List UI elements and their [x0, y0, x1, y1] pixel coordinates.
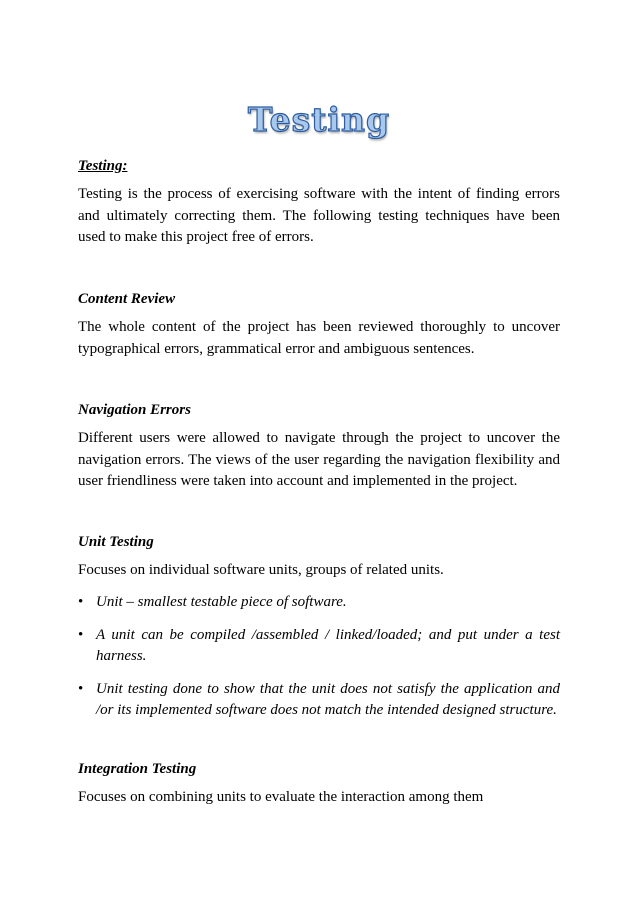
paragraph-text: Different users were allowed to navigate through the project to uncover the navigation errors. The views of the user regarding the navigation flexibility and user friendliness were taken into account and implemented in the project. — [78, 430, 560, 489]
bullet-text: Unit testing done to show that the unit does not satisfy the application and /or its implemented software does not match the intended designed structure. — [96, 680, 560, 718]
section-heading: Testing: — [78, 158, 128, 174]
testing-heading — [78, 157, 560, 175]
unit-testing-bullet-list — [78, 592, 560, 722]
list-item — [78, 592, 560, 614]
bullet-icon: • — [78, 626, 84, 643]
integration-testing-heading — [78, 760, 560, 778]
section-heading: Unit Testing — [78, 534, 154, 550]
content-review-paragraph — [78, 317, 560, 360]
page-title: Testing — [247, 100, 391, 139]
testing-paragraph — [78, 184, 560, 249]
section-heading: Navigation Errors — [78, 402, 191, 418]
bullet-text: A unit can be compiled /assembled / linked/loaded; and put under a test harness. — [96, 626, 560, 664]
list-item — [78, 625, 560, 668]
section-heading: Integration Testing — [78, 761, 197, 777]
paragraph-text: Focuses on individual software units, groups of related units. — [78, 562, 444, 578]
bullet-icon: • — [78, 680, 84, 697]
navigation-errors-heading — [78, 401, 560, 419]
unit-testing-paragraph — [78, 560, 560, 582]
bullet-text: Unit – smallest testable piece of software. — [96, 594, 347, 610]
paragraph-text: Testing is the process of exercising software with the intent of finding errors and ultimately correcting them. The following testing techniques have been used to make this project free of errors. — [78, 186, 560, 245]
paragraph-text: Focuses on combining units to evaluate the interaction among them — [78, 789, 484, 805]
navigation-errors-paragraph — [78, 428, 560, 493]
bullet-icon: • — [78, 594, 84, 610]
section-heading: Content Review — [78, 291, 176, 307]
integration-testing-paragraph — [78, 787, 560, 809]
content-review-heading — [78, 290, 560, 308]
unit-testing-heading — [78, 533, 560, 551]
paragraph-text: The whole content of the project has been reviewed thoroughly to uncover typographical errors, grammatical error and ambiguous sentences. — [78, 319, 560, 357]
list-item — [78, 679, 560, 722]
